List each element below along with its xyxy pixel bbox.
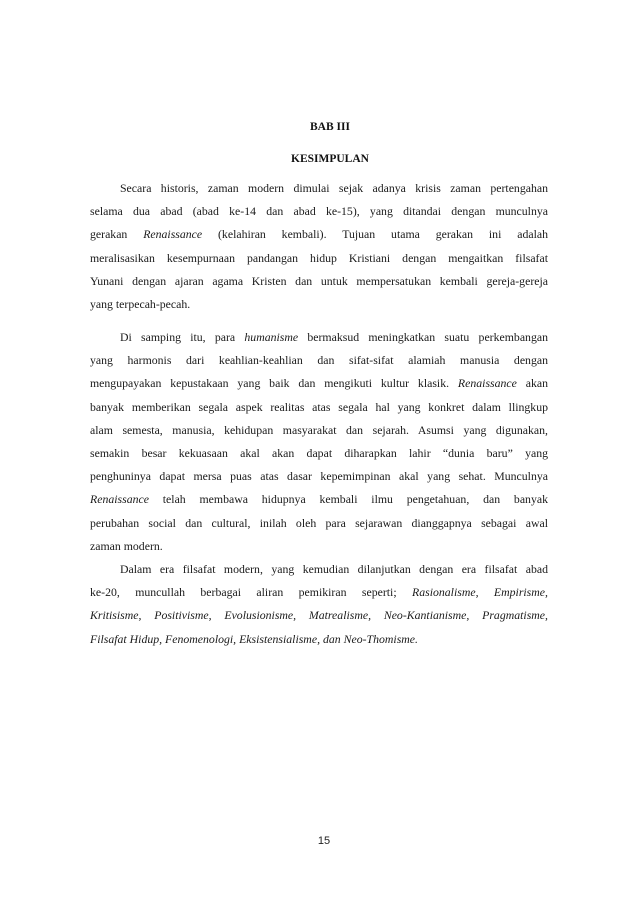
paragraph-line: penghuninya dapat mersa puas atas dasar kepemimpinan akal yang sehat. Munculnya <box>90 469 548 484</box>
paragraph-line: gerakan Renaissance (kelahiran kembali). Tujuan utama gerakan ini adalah <box>90 227 548 242</box>
paragraph-line: Yunani dengan ajaran agama Kristen dan untuk mempersatukan kembali gereja-gereja <box>90 273 548 288</box>
paragraph-line: banyak memberikan segala aspek realitas atas segala hal yang konkret dalam llingkup <box>90 399 548 414</box>
paragraph-line: mengupayakan kepustakaan yang baik dan mengikuti kultur klasik. Renaissance akan <box>90 376 549 391</box>
paragraph-line: yang harmonis dari keahlian-keahlian dan sifat-sifat alamiah manusia dengan <box>90 353 548 368</box>
page-number: 15 <box>317 835 331 847</box>
paragraph-line: Renaissance telah membawa hidupnya kembali ilmu pengetahuan, dan banyak <box>90 492 548 507</box>
paragraph-line: ke-20, muncullah berbagai aliran pemikiran seperti; Rasionalisme, Empirisme, <box>90 585 548 600</box>
paragraph-line: Kritisisme, Positivisme, Evolusionisme, Matrealisme, Neo-Kantianisme, Pragmatisme, <box>90 608 548 623</box>
paragraph-line: semakin besar kekuasaan akal akan dapat diharapkan lahir “dunia baru” yang <box>90 446 548 460</box>
paragraph-line: yang terpecah-pecah. <box>90 297 191 311</box>
paragraph-line: Secara historis, zaman modern dimulai sejak adanya krisis zaman pertengahan <box>120 181 548 195</box>
paragraph-line: zaman modern. <box>90 538 163 553</box>
chapter-label: BAB III <box>310 121 350 133</box>
paragraph-line: meralisasikan kesempurnaan pandangan hidup Kristiani dengan mengaitkan filsafat <box>90 250 548 265</box>
paragraph-line: selama dua abad (abad ke-14 dan abad ke-15), yang ditandai dengan munculnya <box>90 204 548 219</box>
chapter-title: KESIMPULAN <box>291 153 369 165</box>
paragraph-line: Di samping itu, para humanisme bermaksud meningkatkan suatu perkembangan <box>120 330 548 344</box>
paragraph-line: Dalam era filsafat modern, yang kemudian dilanjutkan dengan era filsafat abad <box>120 562 548 576</box>
paragraph-line: perubahan social dan cultural, inilah oleh para sejarawan dianggapnya sebagai awal <box>90 515 548 530</box>
paragraph-line: Filsafat Hidup, Fenomenologi, Eksistensialisme, dan Neo-Thomisme. <box>90 631 418 646</box>
paragraph-line: alam semesta, manusia, kehidupan masyarakat dan sejarah. Asumsi yang digunakan, <box>90 422 548 437</box>
